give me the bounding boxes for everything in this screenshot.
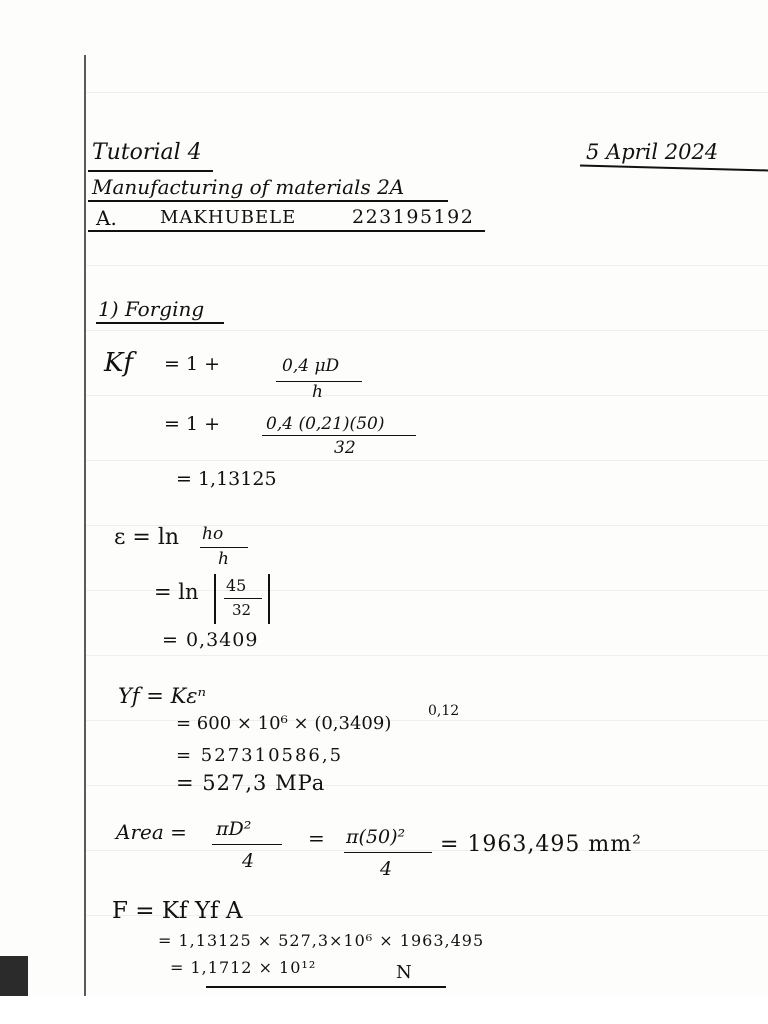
strain-line-2-denominator: 32: [232, 601, 252, 619]
force-unit: N: [396, 962, 412, 983]
title-underline: [88, 170, 213, 172]
strain-line-2-numerator: 45: [226, 576, 247, 595]
strain-line-1: ε = ln: [114, 525, 180, 550]
ruled-line: [86, 850, 768, 851]
margin-line: [84, 55, 86, 1000]
area-denominator-1: 4: [242, 850, 255, 872]
ruled-line: [86, 265, 768, 266]
ruled-line: [86, 395, 768, 396]
area-numerator-2: π(50)²: [346, 826, 406, 848]
author-name: MAKHUBELE: [160, 207, 297, 228]
ruled-line: [86, 330, 768, 331]
flow-stress-exponent: 0,12: [428, 703, 460, 719]
ruled-line: [86, 525, 768, 526]
date-underline: [580, 165, 768, 172]
kf-symbol: Kf: [104, 348, 134, 378]
kf-line-1-numerator: 0,4 μD: [282, 356, 340, 376]
date-text: 5 April 2024: [586, 140, 719, 164]
course-underline: [88, 200, 448, 202]
section-underline: [96, 322, 224, 324]
kf-line-2: = 1 +: [164, 413, 221, 435]
kf-result: = 1,13125: [176, 468, 277, 490]
course-name: Manufacturing of materials 2A: [92, 175, 405, 199]
strain-line-2: = ln: [154, 580, 199, 604]
page-bottom-edge: [0, 996, 768, 1024]
page-title: Tutorial 4: [92, 140, 202, 165]
force-underline: [206, 986, 446, 988]
strain-line-1-denominator: h: [218, 549, 229, 569]
area-denominator-2: 4: [380, 858, 393, 880]
strain-result: = 0,3409: [162, 629, 259, 651]
kf-line-2-numerator: 0,4 (0,21)(50): [266, 414, 385, 434]
fraction-bar: [262, 435, 416, 436]
flow-stress-line-1: Yf = Kεⁿ: [118, 684, 207, 708]
area-label: Area =: [116, 820, 187, 844]
fraction-bar: [224, 598, 262, 599]
section-heading: 1) Forging: [98, 297, 205, 321]
author-initial: A.: [96, 206, 117, 230]
fraction-bar: [344, 852, 432, 853]
author-underline: [88, 230, 485, 232]
kf-line-1-denominator: h: [312, 382, 323, 402]
abs-bar-right: [268, 574, 270, 624]
student-number: 223195192: [352, 206, 475, 228]
force-line-2: = 1,13125 × 527,3×10⁶ × 1963,495: [158, 931, 485, 950]
force-line-3: = 1,1712 × 10¹²: [170, 958, 317, 977]
force-line-1: F = Kf Yf A: [112, 898, 243, 924]
flow-stress-line-3: = 527310586,5: [176, 745, 344, 766]
kf-line-2-denominator: 32: [334, 438, 356, 458]
photo-edge-shadow: [0, 956, 28, 996]
ruled-line: [86, 92, 768, 93]
flow-stress-line-2: = 600 × 10⁶ × (0,3409): [176, 713, 392, 734]
flow-stress-result: = 527,3 MPa: [176, 771, 326, 795]
area-equals: =: [308, 826, 325, 850]
ruled-line: [86, 460, 768, 461]
abs-bar-left: [214, 574, 216, 624]
kf-line-1: = 1 +: [164, 353, 221, 375]
area-result: = 1963,495 mm²: [440, 832, 642, 857]
fraction-bar: [212, 844, 282, 845]
ruled-line: [86, 655, 768, 656]
strain-line-1-numerator: ho: [202, 524, 224, 544]
area-numerator-1: πD²: [216, 818, 252, 840]
